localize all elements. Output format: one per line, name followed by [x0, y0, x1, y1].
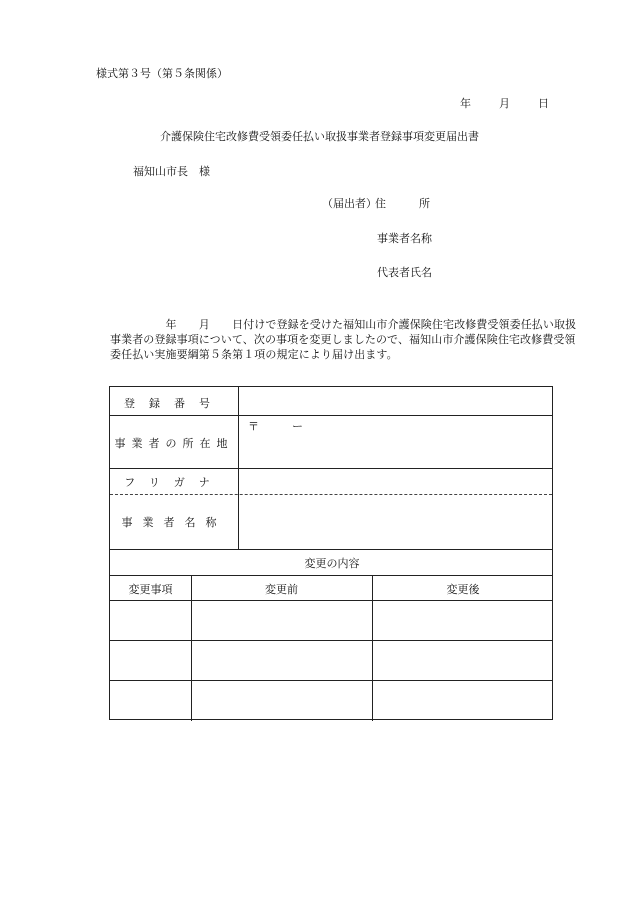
applicant-label: （届出者）	[322, 197, 377, 210]
date-line	[460, 95, 549, 111]
form-number: 様式第３号（第５条関係）	[96, 67, 228, 80]
registration-change-table	[109, 386, 553, 720]
date-month: 月	[499, 97, 510, 110]
notification-body: 年 月 日付けで登録を受けた福知山市介護保険住宅改修費受領委任払い取扱事業者の登録事項について、次の事項を変更しましたので、福知山市介護保険住宅改修費受領委任払い実施要綱第５条第１項の規定により届け出ます。	[110, 318, 577, 361]
column-header-after: 変更後	[446, 583, 480, 596]
date-year: 年	[460, 97, 471, 110]
date-day: 日	[538, 97, 549, 110]
column-header-change-item: 変更事項	[128, 583, 173, 596]
applicant-address-label: 住 所	[375, 197, 430, 210]
business-address-label: 事業者の所在地	[114, 437, 234, 450]
change-content-label: 変更の内容	[304, 557, 360, 570]
applicant-business-name-label: 事業者名称	[377, 232, 432, 245]
registration-number-label: 登録番号	[124, 397, 224, 410]
business-name-label: 事業者名称	[121, 516, 227, 529]
document-title: 介護保険住宅改修費受領委任払い取扱事業者登録事項変更届出書	[160, 130, 479, 143]
addressee: 福知山市長 様	[133, 165, 210, 178]
column-header-before: 変更前	[265, 583, 298, 596]
applicant-representative-label: 代表者氏名	[377, 266, 432, 279]
postal-mark: 〒 ー	[248, 420, 303, 433]
furigana-label: フリガナ	[124, 476, 224, 489]
